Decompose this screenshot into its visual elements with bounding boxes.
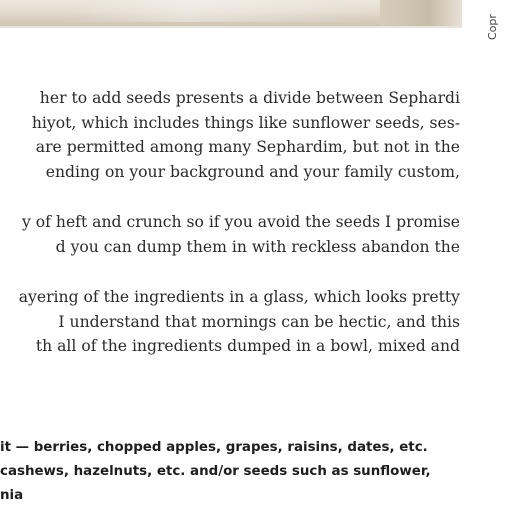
ingredient-line: it — berries, chopped apples, grapes, raisins, dates, etc. xyxy=(0,440,428,455)
text-line: ending on your background and your family custom, xyxy=(45,162,460,181)
ingredient-line: nia xyxy=(0,488,24,503)
text-line: d you can dump them in with reckless abandon the xyxy=(55,237,460,256)
text-line: th all of the ingredients dumped in a bowl, mixed and xyxy=(35,337,460,355)
ingredient-line: cashews, hazelnuts, etc. and/or seeds such as sunflower, xyxy=(0,464,431,479)
ingredient-list xyxy=(0,436,470,508)
paragraph-gap xyxy=(0,259,460,285)
paragraph-gap xyxy=(0,184,460,210)
text-line: I understand that mornings can be hectic, and this xyxy=(58,312,460,331)
body-text xyxy=(0,86,460,359)
text-line: y of heft and crunch so if you avoid the seeds I promise xyxy=(22,213,460,231)
copyright-notice: Copr xyxy=(486,14,499,40)
text-line: are permitted among many Sephardim, but not in the xyxy=(35,138,460,156)
paragraph-crunch xyxy=(0,210,460,259)
text-line: hiyot, which includes things like sunflower seeds, ses- xyxy=(31,113,460,132)
paragraph-seeds xyxy=(0,86,460,184)
paragraph-layering xyxy=(0,285,460,359)
text-line: her to add seeds presents a divide between Sephardi xyxy=(39,89,460,107)
text-line: ayering of the ingredients in a glass, which looks pretty xyxy=(18,288,460,306)
header-photo xyxy=(0,0,462,26)
photo-edge-divider xyxy=(0,26,462,28)
